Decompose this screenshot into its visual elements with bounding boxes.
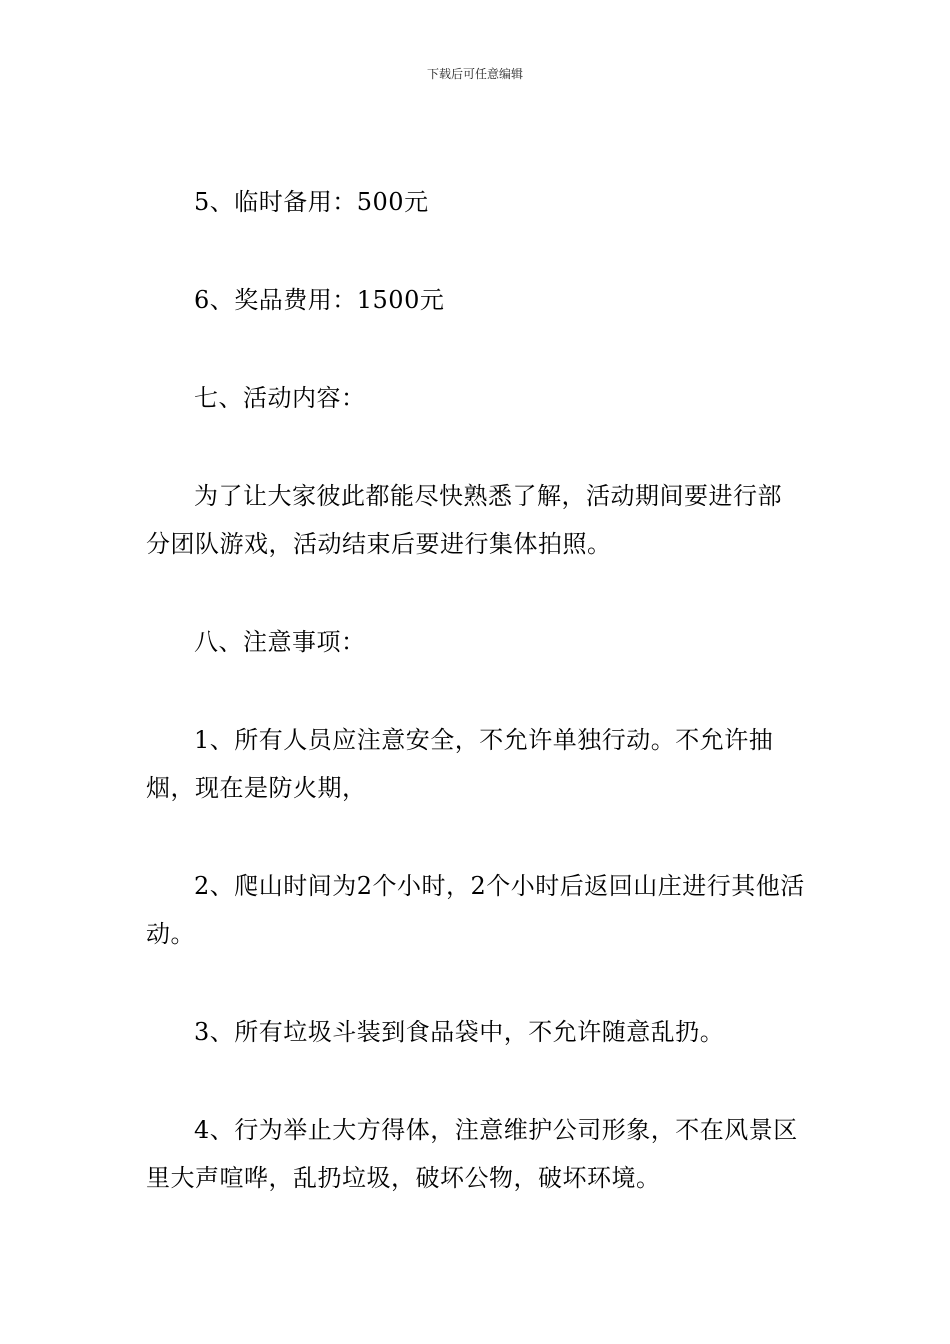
document-body bbox=[146, 178, 806, 1202]
page-header: 下载后可任意编辑 bbox=[426, 67, 523, 81]
paragraph-note-safety: 1、所有人员应注意安全，不允许单独行动。不允许抽烟，现在是防火期， bbox=[146, 726, 774, 802]
section-heading-notes: 八、注意事项： bbox=[194, 628, 366, 656]
section-heading-activity-content: 七、活动内容： bbox=[194, 384, 366, 412]
paragraph-temporary-reserve: 5、临时备用：500元 bbox=[194, 188, 429, 216]
paragraph-note-garbage: 3、所有垃圾斗装到食品袋中，不允许随意乱扔。 bbox=[194, 1018, 725, 1046]
paragraph-activity-content: 为了让大家彼此都能尽快熟悉了解，活动期间要进行部分团队游戏，活动结束后要进行集体拍照。 bbox=[146, 482, 782, 558]
paragraph-note-behavior: 4、行为举止大方得体，注意维护公司形象，不在风景区里大声喧哗，乱扔垃圾，破坏公物，破坏环境。 bbox=[146, 1116, 798, 1192]
paragraph-note-climbing-time: 2、爬山时间为2个小时，2个小时后返回山庄进行其他活动。 bbox=[146, 872, 805, 948]
paragraph-prize-cost: 6、奖品费用：1500元 bbox=[194, 286, 445, 314]
